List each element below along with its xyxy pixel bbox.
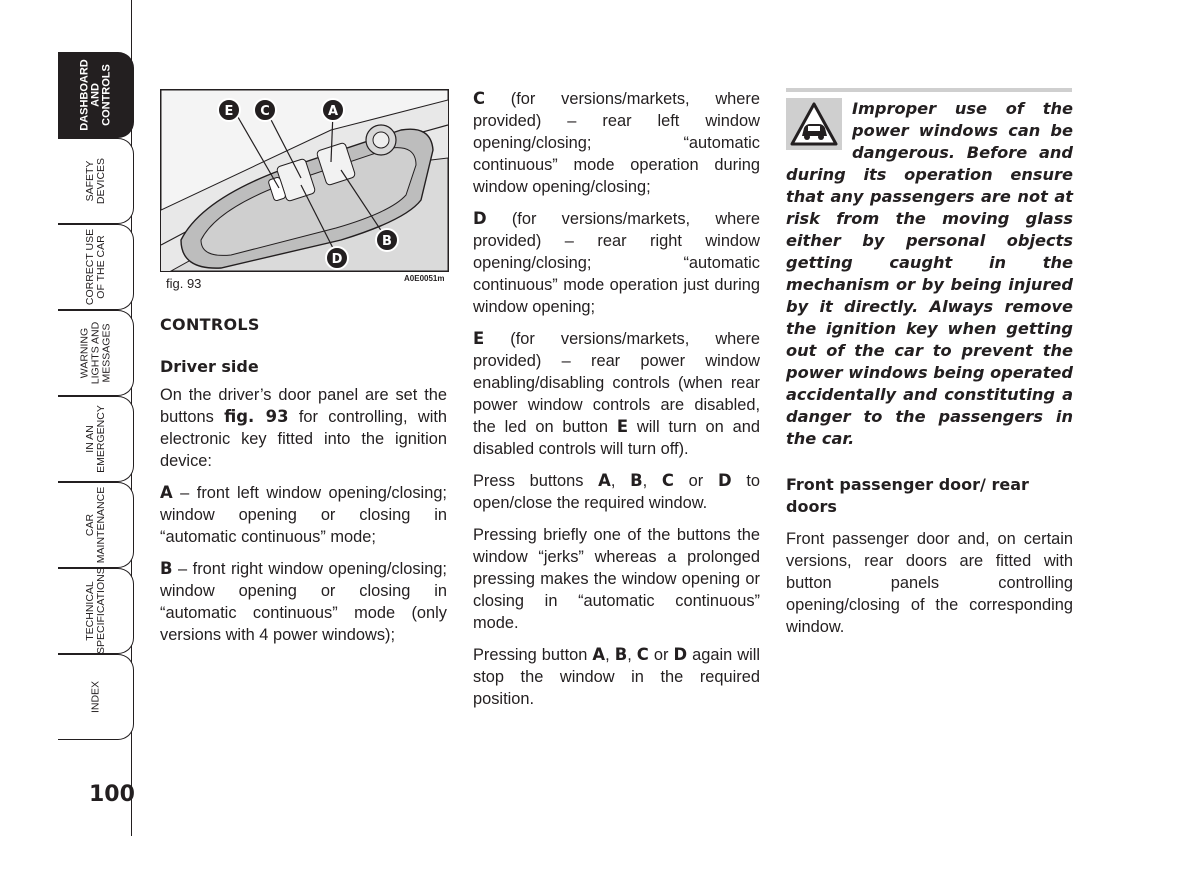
text-run: On the driver’s door panel are set the buttons (160, 386, 447, 426)
warning-text (786, 98, 1073, 450)
key-letter: C (661, 471, 674, 490)
figure-code: A0E0051m (404, 274, 445, 283)
figure-reference: fig. 93 (224, 407, 289, 426)
button-e-paragraph (473, 328, 760, 460)
text-run: Pressing button (473, 646, 593, 664)
tab-index[interactable] (58, 654, 134, 740)
key-letter: D (718, 471, 732, 490)
tab-car-maintenance[interactable] (58, 482, 134, 568)
callout-b (376, 229, 398, 251)
warning-top-rule (786, 88, 1072, 92)
key-letter: D (673, 645, 688, 664)
column-2 (473, 88, 760, 720)
key-letter: B (630, 471, 643, 490)
pressing-briefly-paragraph: Pressing briefly one of the buttons the window “jerks” whereas a prolonged pressing makes the window opening or closing in “automatic continuous” mode. (473, 526, 760, 632)
tab-warning-lights[interactable] (58, 310, 134, 396)
tab-label: INDEX (89, 680, 101, 714)
text-run: again will stop the window in the required position. (473, 646, 760, 708)
key-letter: C (636, 645, 649, 664)
tab-safety-devices[interactable] (58, 138, 134, 224)
press-buttons-paragraph: Press buttons A, B, C or D to open/close the required window. (473, 471, 761, 512)
text-run: will turn on and disabled controls will turn off). (473, 418, 760, 458)
section-heading: CONTROLS (160, 315, 260, 334)
key-letter: C (473, 89, 486, 108)
text-run: – front left window opening/closing; window opening or closing in “automatic continuous” mode; (160, 484, 447, 546)
svg-text:B: B (382, 234, 392, 249)
key-letter: B (614, 645, 628, 664)
button-c-paragraph (473, 88, 760, 198)
text-run: (for versions/markets, where provided) – rear right window opening/closing; “automatic continuous” mode operation just during window opening; (473, 210, 760, 316)
svg-text:C: C (260, 104, 270, 119)
page-number: 100 (89, 782, 135, 807)
text-run: – front right window opening/closing; window opening or closing in “automatic continuous” mode (only versions with 4 power windows); (160, 560, 447, 644)
pressing-again-paragraph: Pressing button A, B, C or D again will stop the window in the required position. (473, 645, 760, 708)
key-letter: E (473, 329, 485, 348)
warning-sentence: Improper use of the power windows can be dangerous. Before and during its operation ensure that any passengers are not at risk from the moving glass either by personal objects getting caught in the mechanism or by being injured by it directly. Always remove the ignition key when getting out of the car to prevent the power windows being operated accidentally and constituting a danger to the passengers in the car. (786, 99, 1073, 448)
figure-caption: fig. 93 (166, 276, 202, 291)
icon-space (786, 98, 852, 164)
tab-label: CAR MAINTENANCE (83, 486, 107, 564)
door-panel-illustration (161, 90, 448, 271)
tab-in-an-emergency[interactable] (58, 396, 134, 482)
tab-label: TECHNICAL SPECIFICATIONS (83, 567, 107, 654)
svg-text:A: A (327, 104, 339, 119)
key-letter: E (616, 417, 629, 436)
button-b-paragraph (160, 558, 447, 646)
button-d-paragraph (473, 208, 760, 318)
callout-c (254, 99, 276, 121)
key-letter: B (160, 559, 173, 578)
subsection-heading: Driver side (160, 357, 259, 376)
key-letter: D (473, 209, 487, 228)
svg-text:E: E (224, 104, 234, 119)
tab-dashboard-and-controls[interactable] (58, 52, 134, 138)
svg-text:D: D (331, 252, 343, 267)
intro-paragraph (160, 384, 447, 472)
tab-label: CORRECT USE OF THE CAR (83, 228, 107, 306)
front-passenger-paragraph: Front passenger door and, on certain versions, rear doors are fitted with button panels controlling opening/closing of the corresponding window. (786, 530, 1073, 636)
text-run: for controlling, with electronic key fitted into the ignition device: (160, 408, 448, 470)
column-1 (160, 312, 447, 656)
tab-label: WARNING LIGHTS AND MESSAGES (78, 321, 112, 385)
tab-correct-use[interactable] (58, 224, 134, 310)
door-panel-figure (160, 89, 449, 272)
tab-technical-specifications[interactable] (58, 568, 134, 654)
tab-label: IN AN EMERGENCY (83, 405, 107, 473)
key-letter: A (160, 483, 173, 502)
front-passenger-heading: Front passenger door/ rear doors (786, 475, 1029, 516)
tab-label: SAFETY DEVICES (83, 157, 107, 205)
key-letter: A (598, 471, 611, 490)
text-run: (for versions/markets, where provided) – rear power window enabling/disabling controls (when rear power window controls are disabled, the led on button (473, 330, 760, 436)
key-letter: A (592, 645, 606, 664)
button-a-paragraph (160, 482, 447, 548)
text-run: to open/close the required window. (473, 472, 761, 512)
section-tabs (58, 52, 134, 740)
callout-d (326, 247, 348, 269)
text-run: (for versions/markets, where provided) – rear left window opening/closing; “automatic continuous” mode operation during window opening/closing; (473, 90, 760, 196)
text-run: Press buttons (473, 472, 599, 490)
callout-e (218, 99, 240, 121)
callout-a (322, 99, 344, 121)
tab-label: DASHBOARD AND CONTROLS (78, 59, 112, 131)
